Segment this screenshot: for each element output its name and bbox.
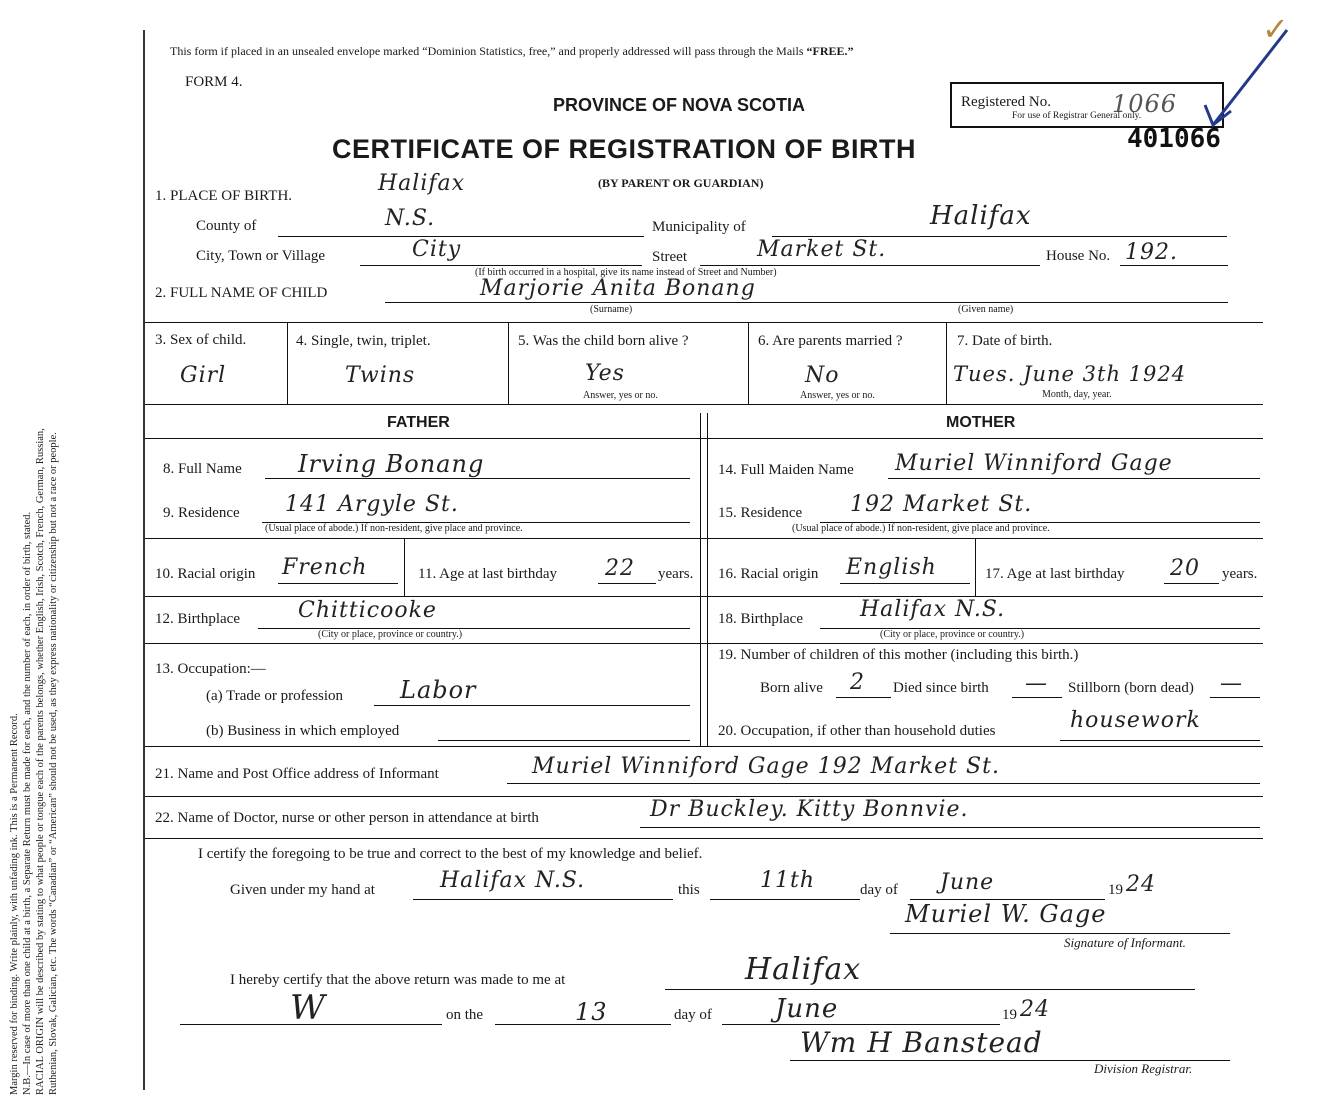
registrar-mark: W (290, 988, 326, 1028)
father-birthplace-note: (City or place, province or country.) (318, 629, 463, 640)
registrar-signature: Wm H Banstead (800, 1026, 1043, 1059)
postal-note-text: This form if placed in an unsealed envelope marked “Dominion Statistics, free,” and properly addressed will pass through the Mails (170, 44, 804, 58)
registrar-month-value: June (775, 994, 839, 1024)
parents-married-value: No (805, 363, 840, 388)
stillborn-label: Stillborn (born dead) (1068, 680, 1194, 696)
born-alive-note: Answer, yes or no. (583, 390, 658, 401)
county-label: County of (196, 218, 257, 234)
sex-value: Girl (180, 363, 227, 388)
day-of-label: day of (860, 882, 898, 898)
father-residence-value: 141 Argyle St. (285, 492, 459, 517)
county-value: N.S. (385, 206, 436, 231)
father-name-label: 8. Full Name (163, 461, 242, 477)
father-years: years. (658, 566, 694, 582)
city-label: City, Town or Village (196, 248, 326, 264)
mother-birthplace-value: Halifax N.S. (860, 597, 1006, 622)
mother-age-label: 17. Age at last birthday (985, 566, 1125, 582)
surname-note: (Surname) (590, 304, 633, 315)
registered-label: Registered No. (961, 94, 1051, 110)
registrar-certify-text: I hereby certify that the above return was made to me at (230, 972, 566, 988)
mother-residence-note: (Usual place of abode.) If non-resident, give place and province. (792, 523, 1050, 534)
born-alive-count-label: Born alive (760, 680, 823, 696)
given-under-label: Given under my hand at (230, 882, 375, 898)
hospital-note: (If birth occurred in a hospital, give its name instead of Street and Number) (475, 267, 777, 278)
margin-line-2: N.B.—In case of more than one child at a birth, a Separate Return must be made for each, and the number of each, in order of birth, stated. (22, 511, 33, 1095)
mother-age-value: 20 (1170, 556, 1200, 581)
province-title: PROVINCE OF NOVA SCOTIA (553, 95, 806, 115)
parents-married-label: 6. Are parents married ? (758, 333, 903, 349)
died-value: — (1025, 671, 1048, 696)
child-name-value: Marjorie Anita Bonang (480, 276, 756, 301)
postal-note-free: “FREE.” (806, 44, 854, 58)
child-name-label: 2. FULL NAME OF CHILD (155, 285, 328, 301)
stillborn-value: — (1220, 671, 1243, 696)
given-year-value: 24 (1126, 872, 1156, 897)
father-residence-note: (Usual place of abode.) If non-resident, give place and province. (265, 523, 523, 534)
dob-label: 7. Date of birth. (957, 333, 1053, 349)
dob-value: Tues. June 3th 1924 (953, 362, 1187, 386)
informant-signature: Muriel W. Gage (905, 900, 1107, 928)
house-value: 192. (1125, 240, 1178, 265)
page-title: CERTIFICATE OF REGISTRATION OF BIRTH (332, 134, 916, 164)
born-alive-label: 5. Was the child born alive ? (518, 333, 689, 349)
division-registrar-label: Division Registrar. (1094, 1061, 1193, 1076)
father-racial-label: 10. Racial origin (155, 566, 256, 582)
mother-birthplace-note: (City or place, province or country.) (880, 629, 1025, 640)
mother-years: years. (1222, 566, 1258, 582)
sex-label: 3. Sex of child. (155, 332, 247, 348)
place-value: Halifax (378, 171, 466, 196)
binding-rule (143, 30, 145, 1090)
father-residence-label: 9. Residence (163, 505, 240, 521)
city-value: City (412, 237, 462, 262)
multiple-birth-value: Twins (345, 363, 416, 388)
year-prefix-2: 19 (1002, 1007, 1017, 1023)
given-name-note: (Given name) (958, 304, 1014, 315)
doctor-value: Dr Buckley. Kitty Bonnvie. (650, 797, 969, 822)
on-the-label: on the (446, 1007, 484, 1023)
multiple-birth-label: 4. Single, twin, triplet. (296, 333, 431, 349)
municipality-label: Municipality of (652, 219, 746, 235)
informant-signature-label: Signature of Informant. (1064, 935, 1186, 950)
margin-line-3: RACIAL ORIGIN will be described by stating to what people or tongue each of the parents belongs, whether English, Irish, Scotch, French, German, Russian, (35, 428, 46, 1095)
mother-occupation-label: 20. Occupation, if other than household duties (718, 723, 996, 739)
registered-box (950, 82, 1224, 128)
check-mark-icon: ✓ (1262, 11, 1289, 47)
postal-note (170, 44, 854, 59)
father-trade-value: Labor (400, 676, 477, 704)
handwritten-registration-number: 401066 (1127, 124, 1221, 154)
doctor-label: 22. Name of Doctor, nurse or other person in attendance at birth (155, 810, 539, 826)
mother-birthplace-label: 18. Birthplace (718, 611, 803, 627)
mother-name-label: 14. Full Maiden Name (718, 462, 854, 478)
registrar-day-value: 13 (575, 998, 608, 1026)
house-label: House No. (1046, 248, 1111, 264)
municipality-value: Halifax (930, 201, 1032, 231)
form-number: FORM 4. (185, 74, 243, 90)
given-month-value: June (940, 870, 995, 895)
father-business-label: (b) Business in which employed (206, 723, 400, 739)
mother-racial-label: 16. Racial origin (718, 566, 819, 582)
arrow-pen-mark-icon (1195, 25, 1295, 135)
place-label: 1. PLACE OF BIRTH. (155, 188, 293, 204)
given-place-value: Halifax N.S. (440, 868, 586, 893)
informant-value: Muriel Winniford Gage 192 Market St. (532, 754, 1000, 779)
street-label: Street (652, 249, 687, 265)
mother-children-label: 19. Number of children of this mother (including this birth.) (718, 647, 1079, 663)
father-birthplace-label: 12. Birthplace (155, 611, 240, 627)
mother-occupation-value: housework (1070, 708, 1201, 733)
given-day-value: 11th (760, 868, 816, 893)
father-name-value: Irving Bonang (298, 450, 485, 478)
mother-name-value: Muriel Winniford Gage (895, 451, 1173, 476)
street-value: Market St. (757, 237, 887, 262)
mother-racial-value: English (846, 555, 937, 580)
born-alive-count-value: 2 (850, 670, 865, 695)
father-age-label: 11. Age at last birthday (418, 566, 557, 582)
born-alive-value: Yes (585, 361, 625, 386)
this-label: this (678, 882, 700, 898)
informant-label: 21. Name and Post Office address of Informant (155, 766, 439, 782)
mother-residence-label: 15. Residence (718, 505, 803, 521)
registrar-place-value: Halifax (745, 952, 862, 987)
margin-line-4: Ruthenian, Slovak, Galician, etc. The words “Canadian” or “American” should not be used, as they express nationality or citizenship but not a race or people. (48, 432, 59, 1095)
mother-heading: MOTHER (946, 414, 1016, 431)
father-age-value: 22 (605, 556, 635, 581)
parents-married-note: Answer, yes or no. (800, 390, 875, 401)
year-prefix: 19 (1108, 882, 1123, 898)
dob-note: Month, day, year. (1042, 389, 1112, 400)
father-birthplace-value: Chitticooke (298, 598, 437, 623)
registered-value: 1066 (1112, 90, 1178, 118)
father-trade-label: (a) Trade or profession (206, 688, 344, 704)
father-racial-value: French (282, 555, 368, 580)
certify-text: I certify the foregoing to be true and correct to the best of my knowledge and belief. (198, 846, 703, 862)
died-label: Died since birth (893, 680, 989, 696)
registrar-note: For use of Registrar General only. (1012, 111, 1142, 121)
father-heading: FATHER (387, 414, 450, 431)
day-of-label-2: day of (674, 1007, 712, 1023)
margin-instructions (8, 35, 143, 1095)
father-occupation-label: 13. Occupation:— (155, 661, 266, 677)
subtitle: (BY PARENT OR GUARDIAN) (598, 176, 764, 190)
registrar-year-value: 24 (1020, 997, 1050, 1022)
mother-residence-value: 192 Market St. (850, 492, 1033, 517)
margin-line-1: Margin reserved for binding. Write plainly, with unfading ink. This is a Permanent Record. (9, 713, 20, 1095)
